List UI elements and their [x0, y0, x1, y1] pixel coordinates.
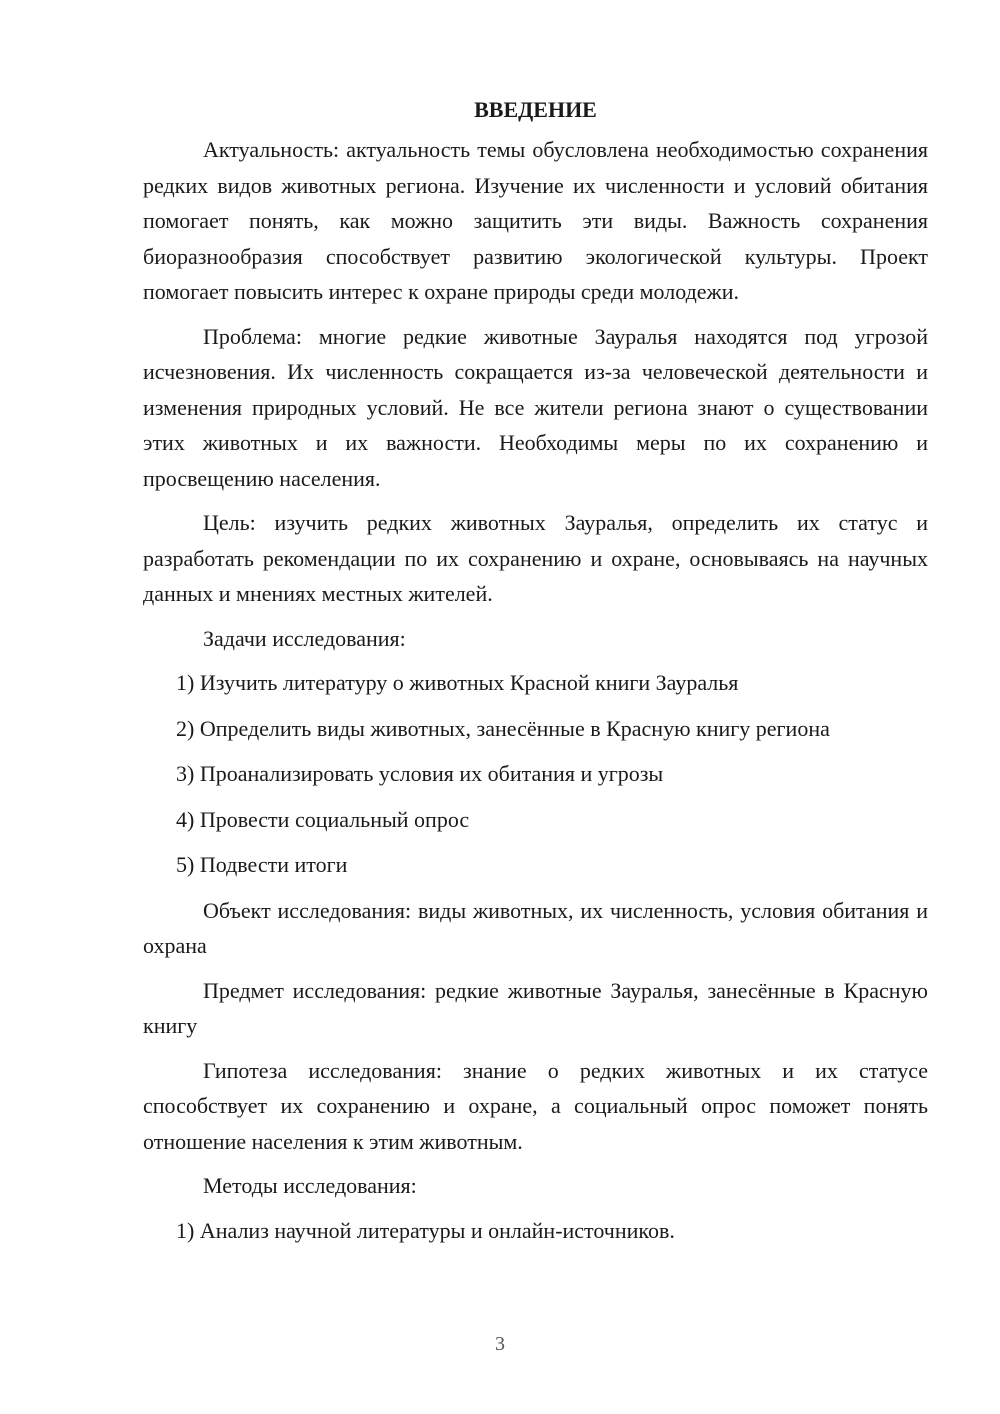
- list-item: 1) Изучить литературу о животных Красной книги Зауралья: [176, 670, 739, 695]
- object-paragraph: Объект исследования: виды животных, их численность, условия обитания и охрана: [143, 897, 928, 958]
- hypothesis-paragraph: Гипотеза исследования: знание о редких животных и их статусе способствует их сохранению и охране, а социальный опрос поможет понять отношение населения к этим животным.: [143, 1057, 928, 1154]
- document-page: [143, 92, 928, 1258]
- tasks-list: [143, 665, 928, 883]
- subject-paragraph: Предмет исследования: редкие животные Зауралья, занесённые в Красную книгу: [143, 977, 928, 1038]
- goal-paragraph: Цель: изучить редких животных Зауралья, определить их статус и разработать рекомендации по их сохранению и охране, основываясь на научных данных и мнениях местных жителей.: [143, 510, 928, 606]
- relevance-paragraph: Актуальность: актуальность темы обусловлена необходимостью сохранения редких видов животных региона. Изучение их численности и условий обитания помогает понять, как можно защитить эти виды. Важность сохранения биоразнообразия способствует развитию экологической культуры. Проект помогает повысить интерес к охране природы среди молодежи.: [143, 137, 928, 304]
- tasks-heading: Задачи исследования:: [203, 625, 406, 651]
- page-number: 3: [495, 1333, 505, 1355]
- list-item: 2) Определить виды животных, занесённые в Красную книгу региона: [176, 715, 830, 741]
- list-item: 1) Анализ научной литературы и онлайн-источников.: [176, 1217, 675, 1243]
- list-item: 3) Проанализировать условия их обитания и угрозы: [176, 761, 664, 786]
- problem-paragraph: Проблема: многие редкие животные Зауралья находятся под угрозой исчезновения. Их численность сокращается из-за человеческой деятельности и изменения природных условий. Не все жители региона знают о существовании этих животных и их важности. Необходимы меры по их сохранению и просвещению населения.: [143, 323, 928, 491]
- list-item: 4) Провести социальный опрос: [176, 806, 470, 832]
- page-title: ВВЕДЕНИЕ: [474, 97, 597, 122]
- methods-list: [143, 1213, 928, 1249]
- methods-heading: Методы исследования:: [203, 1173, 417, 1198]
- list-item: 5) Подвести итоги: [176, 852, 348, 877]
